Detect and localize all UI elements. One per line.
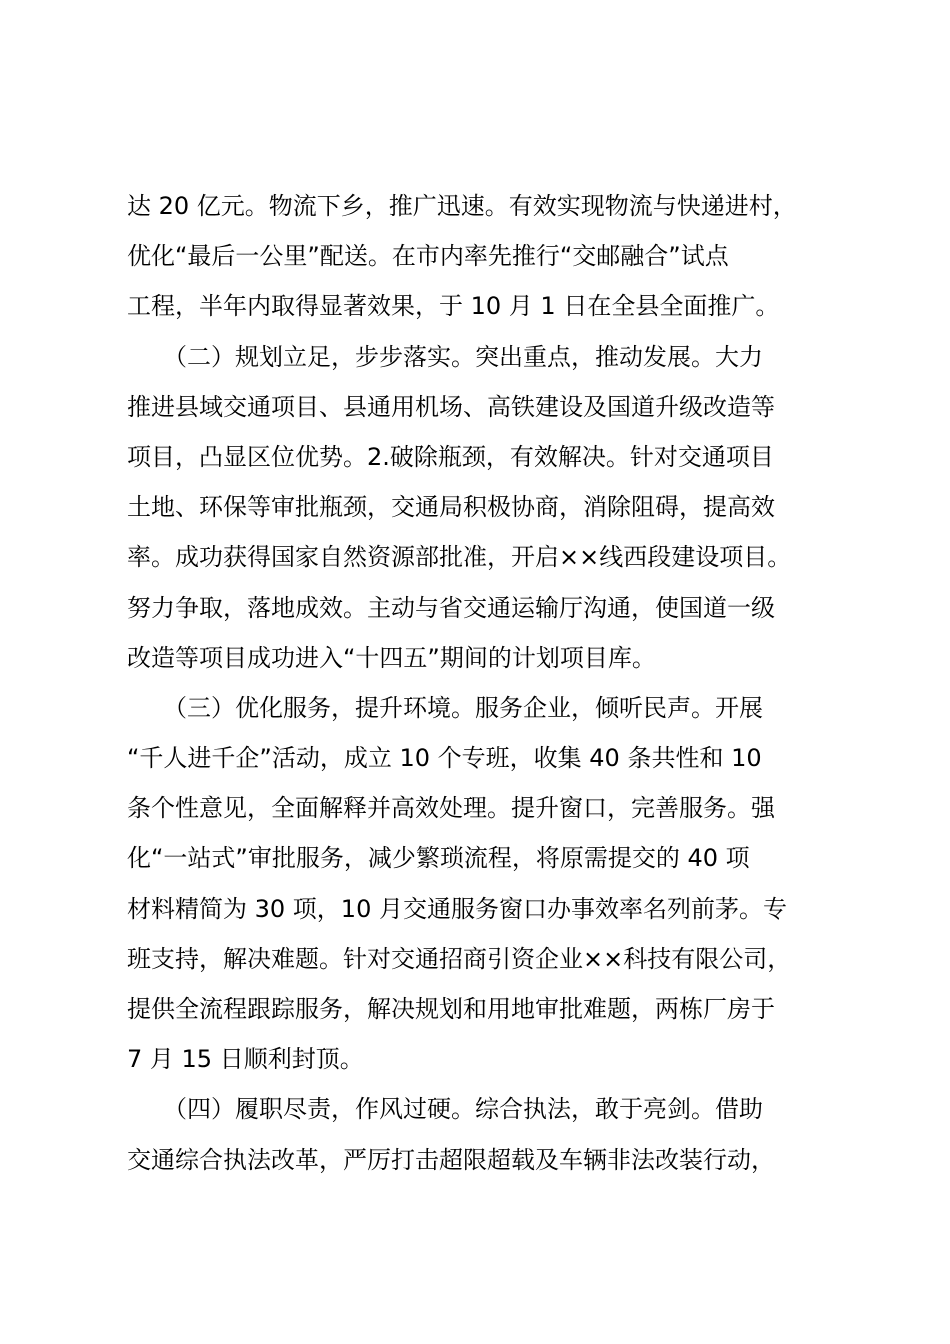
text-line: 项目，凸显区位优势。2.破除瓶颈，有效解决。针对交通项目: [127, 442, 774, 471]
section-two-first-line: （二）规划立足，步步落实。突出重点，推动发展。大力: [127, 342, 763, 371]
text-line: 推进县域交通项目、县通用机场、高铁建设及国道升级改造等: [127, 392, 775, 421]
section-four-first-line: （四）履职尽责，作风过硬。综合执法，敢于亮剑。借助: [127, 1095, 763, 1124]
text-line: 材料精简为 30 项，10 月交通服务窗口办事效率名列前茅。专: [127, 894, 787, 923]
text-line: 率。成功获得国家自然资源部批准，开启××线西段建设项目。: [127, 543, 792, 572]
text-line: “千人进千企”活动，成立 10 个专班，收集 40 条共性和 10: [127, 744, 762, 773]
text-line: 条个性意见，全面解释并高效处理。提升窗口，完善服务。强: [127, 794, 775, 823]
text-line: 工程，半年内取得显著效果，于 10 月 1 日在全县全面推广。: [127, 292, 780, 321]
text-line: 改造等项目成功进入“十四五”期间的计划项目库。: [127, 643, 656, 672]
text-line: 达 20 亿元。物流下乡，推广迅速。有效实现物流与快递进村，: [127, 192, 797, 220]
text-line: 交通综合执法改革，严厉打击超限超载及车辆非法改装行动，: [127, 1145, 775, 1174]
text-line: 7 月 15 日顺利封顶。: [127, 1045, 364, 1074]
text-line: 提供全流程跟踪服务，解决规划和用地审批难题，两栋厂房于: [127, 995, 775, 1023]
text-line: 土地、环保等审批瓶颈，交通局积极协商，消除阻碍，提高效: [127, 493, 775, 522]
section-three-first-line: （三）优化服务，提升环境。服务企业，倾听民声。开展: [127, 693, 763, 722]
document-body: [127, 181, 842, 1185]
text-line: 努力争取，落地成效。主动与省交通运输厅沟通，使国道一级: [127, 593, 775, 622]
text-line: 化“一站式”审批服务，减少繁琐流程，将原需提交的 40 项: [127, 844, 750, 873]
text-line: 优化“最后一公里”配送。在市内率先推行“交邮融合”试点: [127, 242, 729, 271]
text-line: 班支持，解决难题。针对交通招商引资企业××科技有限公司，: [127, 944, 792, 973]
